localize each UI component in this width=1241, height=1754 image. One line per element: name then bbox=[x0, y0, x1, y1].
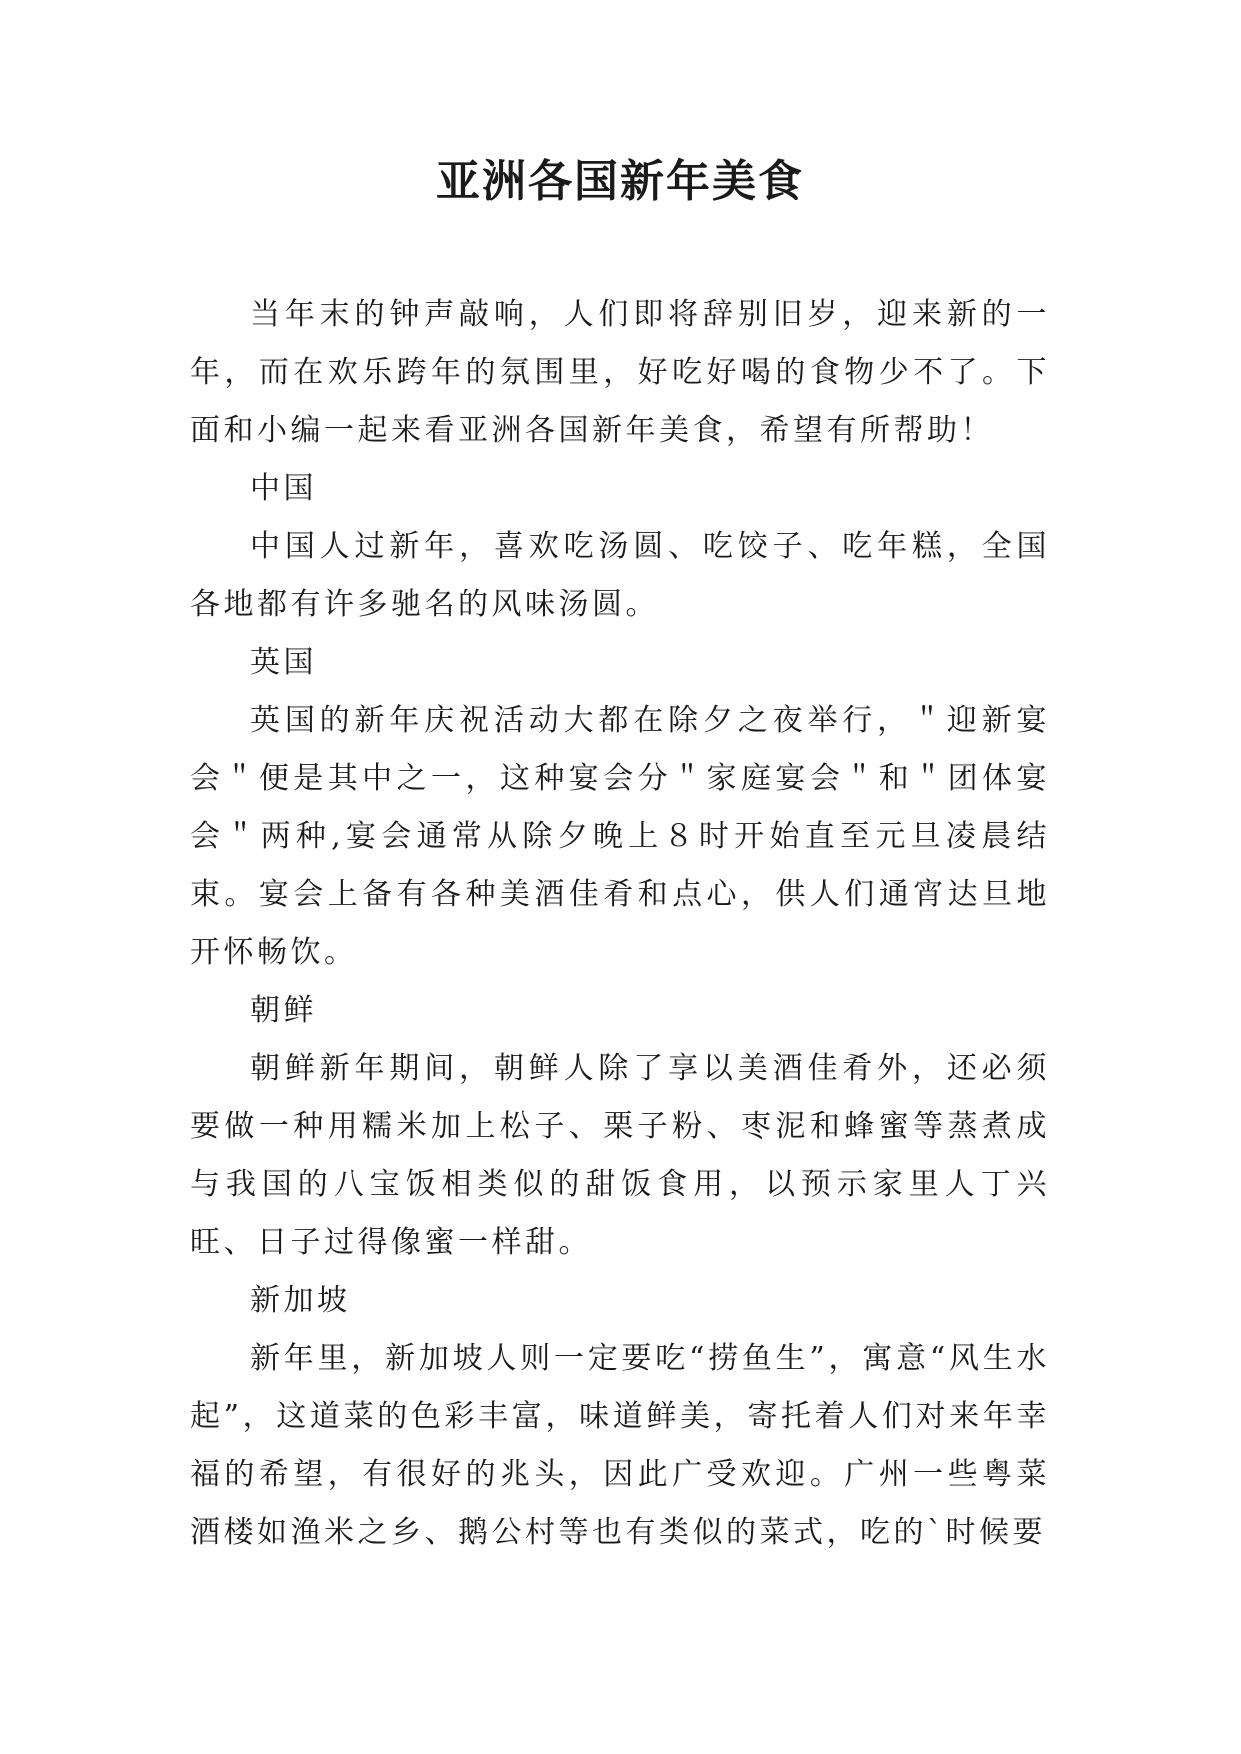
section-text-uk: 英国的新年庆祝活动大都在除夕之夜举行，＂迎新宴会＂便是其中之一，这种宴会分＂家庭宴会＂和＂团体宴会＂两种,宴会通常从除夕晚上８时开始直至元旦凌晨结束。宴会上备有各种美酒佳肴和点心，供人们通宵达旦地开怀畅饮。 bbox=[190, 703, 1050, 970]
section-heading-uk: 英国 bbox=[250, 645, 317, 680]
section-text-china: 中国人过新年，喜欢吃汤圆、吃饺子、吃年糕，全国各地都有许多驰名的风味汤圆。 bbox=[190, 529, 1050, 622]
section-text-singapore: 新年里，新加坡人则一定要吃“捞鱼生”，寓意“风生水起”，这道菜的色彩丰富，味道鲜美，寄托着人们对来年幸福的希望，有很好的兆头，因此广受欢迎。广州一些粤菜酒楼如渔米之乡、鹅公村等也有类似的菜式，吃的`时候要 bbox=[190, 1341, 1050, 1550]
intro-paragraph: 当年末的钟声敲响，人们即将辞别旧岁，迎来新的一年，而在欢乐跨年的氛围里，好吃好喝的食物少不了。下面和小编一起来看亚洲各国新年美食，希望有所帮助！ bbox=[190, 297, 1050, 448]
document-body bbox=[190, 286, 1050, 1562]
document-title: 亚洲各国新年美食 bbox=[436, 156, 804, 207]
section-text-korea: 朝鲜新年期间，朝鲜人除了享以美酒佳肴外，还必须要做一种用糯米加上松子、栗子粉、枣泥和蜂蜜等蒸煮成与我国的八宝饭相类似的甜饭食用，以预示家里人丁兴旺、日子过得像蜜一样甜。 bbox=[190, 1051, 1050, 1260]
section-heading-singapore: 新加坡 bbox=[250, 1283, 351, 1318]
section-heading-china: 中国 bbox=[250, 471, 317, 506]
section-heading-korea: 朝鲜 bbox=[250, 993, 317, 1028]
